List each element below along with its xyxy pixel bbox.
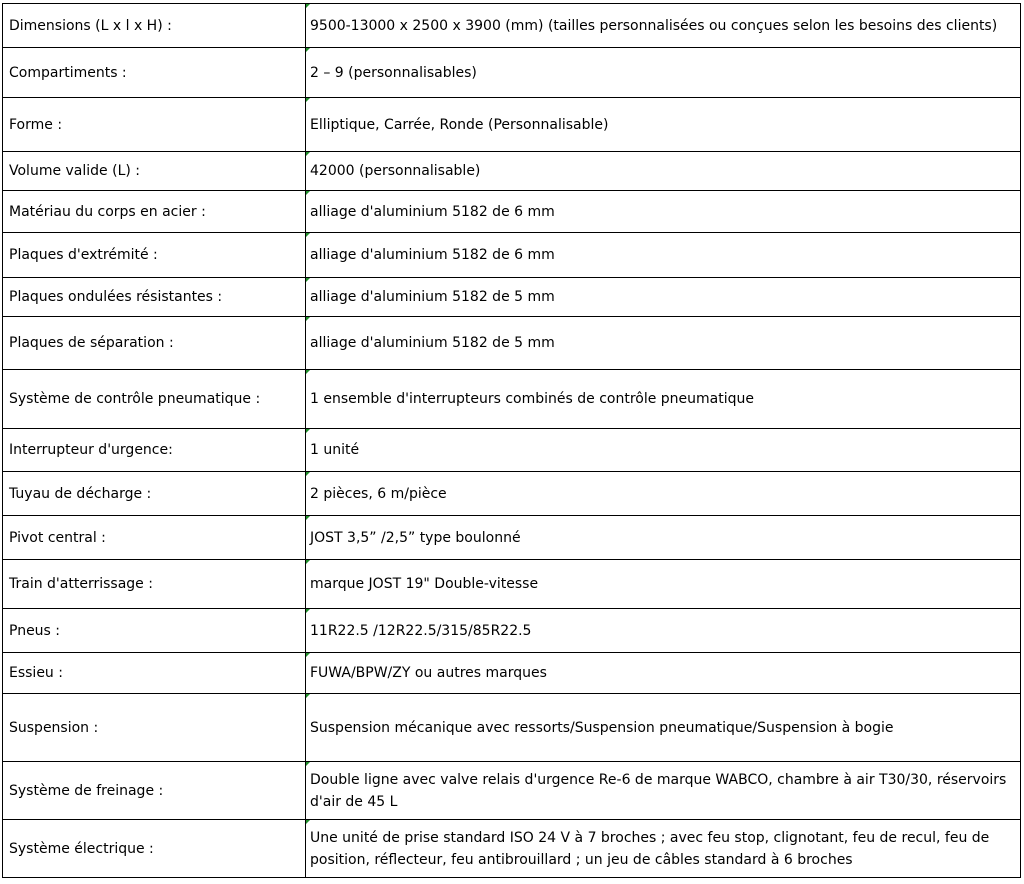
spec-value: 2 – 9 (personnalisables): [306, 48, 1021, 98]
table-row: [3, 370, 1021, 429]
spec-label: Plaques ondulées résistantes :: [3, 278, 306, 317]
table-row: [3, 762, 1021, 820]
table-row: [3, 98, 1021, 152]
spec-label: Volume valide (L) :: [3, 152, 306, 191]
spec-value: JOST 3,5” /2,5” type boulonné: [306, 516, 1021, 560]
spec-label: Forme :: [3, 98, 306, 152]
table-row: [3, 429, 1021, 472]
table-row: [3, 560, 1021, 609]
spec-value: 42000 (personnalisable): [306, 152, 1021, 191]
table-row: [3, 516, 1021, 560]
table-row: [3, 472, 1021, 516]
table-row: [3, 317, 1021, 370]
table-row: [3, 820, 1021, 878]
spec-label: Système de freinage :: [3, 762, 306, 820]
table-row: [3, 4, 1021, 48]
specification-table: [2, 3, 1021, 878]
spec-value: alliage d'aluminium 5182 de 6 mm: [306, 191, 1021, 233]
spec-value: 2 pièces, 6 m/pièce: [306, 472, 1021, 516]
spec-label: Interrupteur d'urgence:: [3, 429, 306, 472]
table-row: [3, 653, 1021, 694]
spec-value: FUWA/BPW/ZY ou autres marques: [306, 653, 1021, 694]
spec-label: Train d'atterrissage :: [3, 560, 306, 609]
spec-label: Pivot central :: [3, 516, 306, 560]
table-row: [3, 152, 1021, 191]
table-row: [3, 48, 1021, 98]
spec-label: Essieu :: [3, 653, 306, 694]
spec-value: alliage d'aluminium 5182 de 6 mm: [306, 233, 1021, 278]
table-row: [3, 609, 1021, 653]
spec-value: Suspension mécanique avec ressorts/Suspension pneumatique/Suspension à bogie: [306, 694, 1021, 762]
spec-value: alliage d'aluminium 5182 de 5 mm: [306, 278, 1021, 317]
spec-value: 11R22.5 /12R22.5/315/85R22.5: [306, 609, 1021, 653]
spec-value: Elliptique, Carrée, Ronde (Personnalisable): [306, 98, 1021, 152]
spec-label: Suspension :: [3, 694, 306, 762]
spec-value: 9500-13000 x 2500 x 3900 (mm) (tailles personnalisées ou conçues selon les besoins des clients): [306, 4, 1021, 48]
spec-label: Tuyau de décharge :: [3, 472, 306, 516]
spec-value: 1 unité: [306, 429, 1021, 472]
spec-label: Pneus :: [3, 609, 306, 653]
table-row: [3, 694, 1021, 762]
spec-value: marque JOST 19" Double-vitesse: [306, 560, 1021, 609]
spec-label: Compartiments :: [3, 48, 306, 98]
spec-value: Double ligne avec valve relais d'urgence Re-6 de marque WABCO, chambre à air T30/30, réservoirs d'air de 45 L: [306, 762, 1021, 820]
table-row: [3, 278, 1021, 317]
spec-label: Système électrique :: [3, 820, 306, 878]
spec-value: 1 ensemble d'interrupteurs combinés de contrôle pneumatique: [306, 370, 1021, 429]
spec-label: Plaques de séparation :: [3, 317, 306, 370]
spec-label: Plaques d'extrémité :: [3, 233, 306, 278]
spec-label: Dimensions (L x l x H) :: [3, 4, 306, 48]
table-row: [3, 233, 1021, 278]
table-row: [3, 191, 1021, 233]
spec-value: Une unité de prise standard ISO 24 V à 7 broches ; avec feu stop, clignotant, feu de recul, feu de position, réflecteur, feu antibrouillard ; un jeu de câbles standard à 6 broches: [306, 820, 1021, 878]
spec-label: Système de contrôle pneumatique :: [3, 370, 306, 429]
spec-value: alliage d'aluminium 5182 de 5 mm: [306, 317, 1021, 370]
spec-label: Matériau du corps en acier :: [3, 191, 306, 233]
